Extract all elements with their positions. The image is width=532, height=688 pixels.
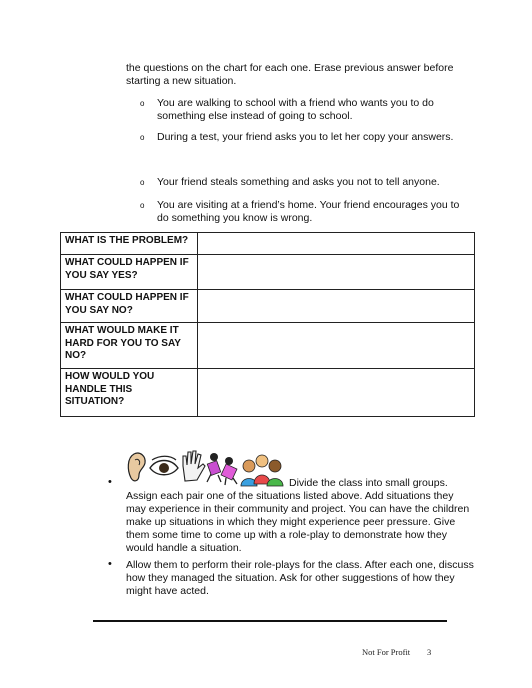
- chart-question: WHAT COULD HAPPEN IF YOU SAY YES?: [61, 255, 198, 290]
- activity-paragraph: Allow them to perform their role-plays for the class. After each one, discuss how they managed the situation. Ask for other suggestions of how they might have acted.: [126, 559, 474, 597]
- intro-text: the questions on the chart for each one. Erase previous answer before starting a new situation.: [126, 62, 454, 87]
- bullet-marker: •: [108, 476, 112, 488]
- page-number: 3: [427, 647, 432, 657]
- chart-question: WHAT IS THE PROBLEM?: [61, 233, 198, 255]
- situation-text: You are walking to school with a friend who wants you to do something else instead of going to school.: [157, 97, 434, 122]
- situation-text: You are visiting at a friend’s home. Your friend encourages you to do something you know is wrong.: [157, 199, 460, 224]
- footer-rule: [93, 620, 447, 622]
- chart-answer-cell[interactable]: [198, 290, 475, 323]
- activity-paragraph: Divide the class into small groups. Assign each pair one of the situations listed above. Add situations they may experience in their community and project. You can have the children make up situations in which they might experience peer pressure. Give them some time to come up with a role-play to demonstrate how they would handle a situation.: [126, 477, 470, 554]
- chart-row: [61, 369, 475, 417]
- chart-question: WHAT WOULD MAKE IT HARD FOR YOU TO SAY NO?: [61, 323, 198, 369]
- chart-answer-cell[interactable]: [198, 369, 475, 417]
- situation-text: Your friend steals something and asks you not to tell anyone.: [157, 176, 440, 188]
- eye-icon: [150, 456, 178, 475]
- chart-row: [61, 323, 475, 369]
- situation-marker: o: [140, 133, 145, 142]
- situation-marker: o: [140, 99, 145, 108]
- situation-marker: o: [140, 201, 145, 210]
- chart-row: [61, 290, 475, 323]
- chart-row: [61, 255, 475, 290]
- chart-question: HOW WOULD YOU HANDLE THIS SITUATION?: [61, 369, 198, 417]
- bullet-marker: •: [108, 558, 112, 570]
- chart-answer-cell[interactable]: [198, 255, 475, 290]
- situation-text: During a test, your friend asks you to let her copy your answers.: [157, 131, 454, 143]
- chart-row: [61, 233, 475, 255]
- situation-marker: o: [140, 178, 145, 187]
- chart-answer-cell[interactable]: [198, 323, 475, 369]
- chart-question: WHAT COULD HAPPEN IF YOU SAY NO?: [61, 290, 198, 323]
- chart-answer-cell[interactable]: [198, 233, 475, 255]
- footer-text: Not For Profit: [362, 647, 411, 657]
- problem-chart: [60, 232, 475, 417]
